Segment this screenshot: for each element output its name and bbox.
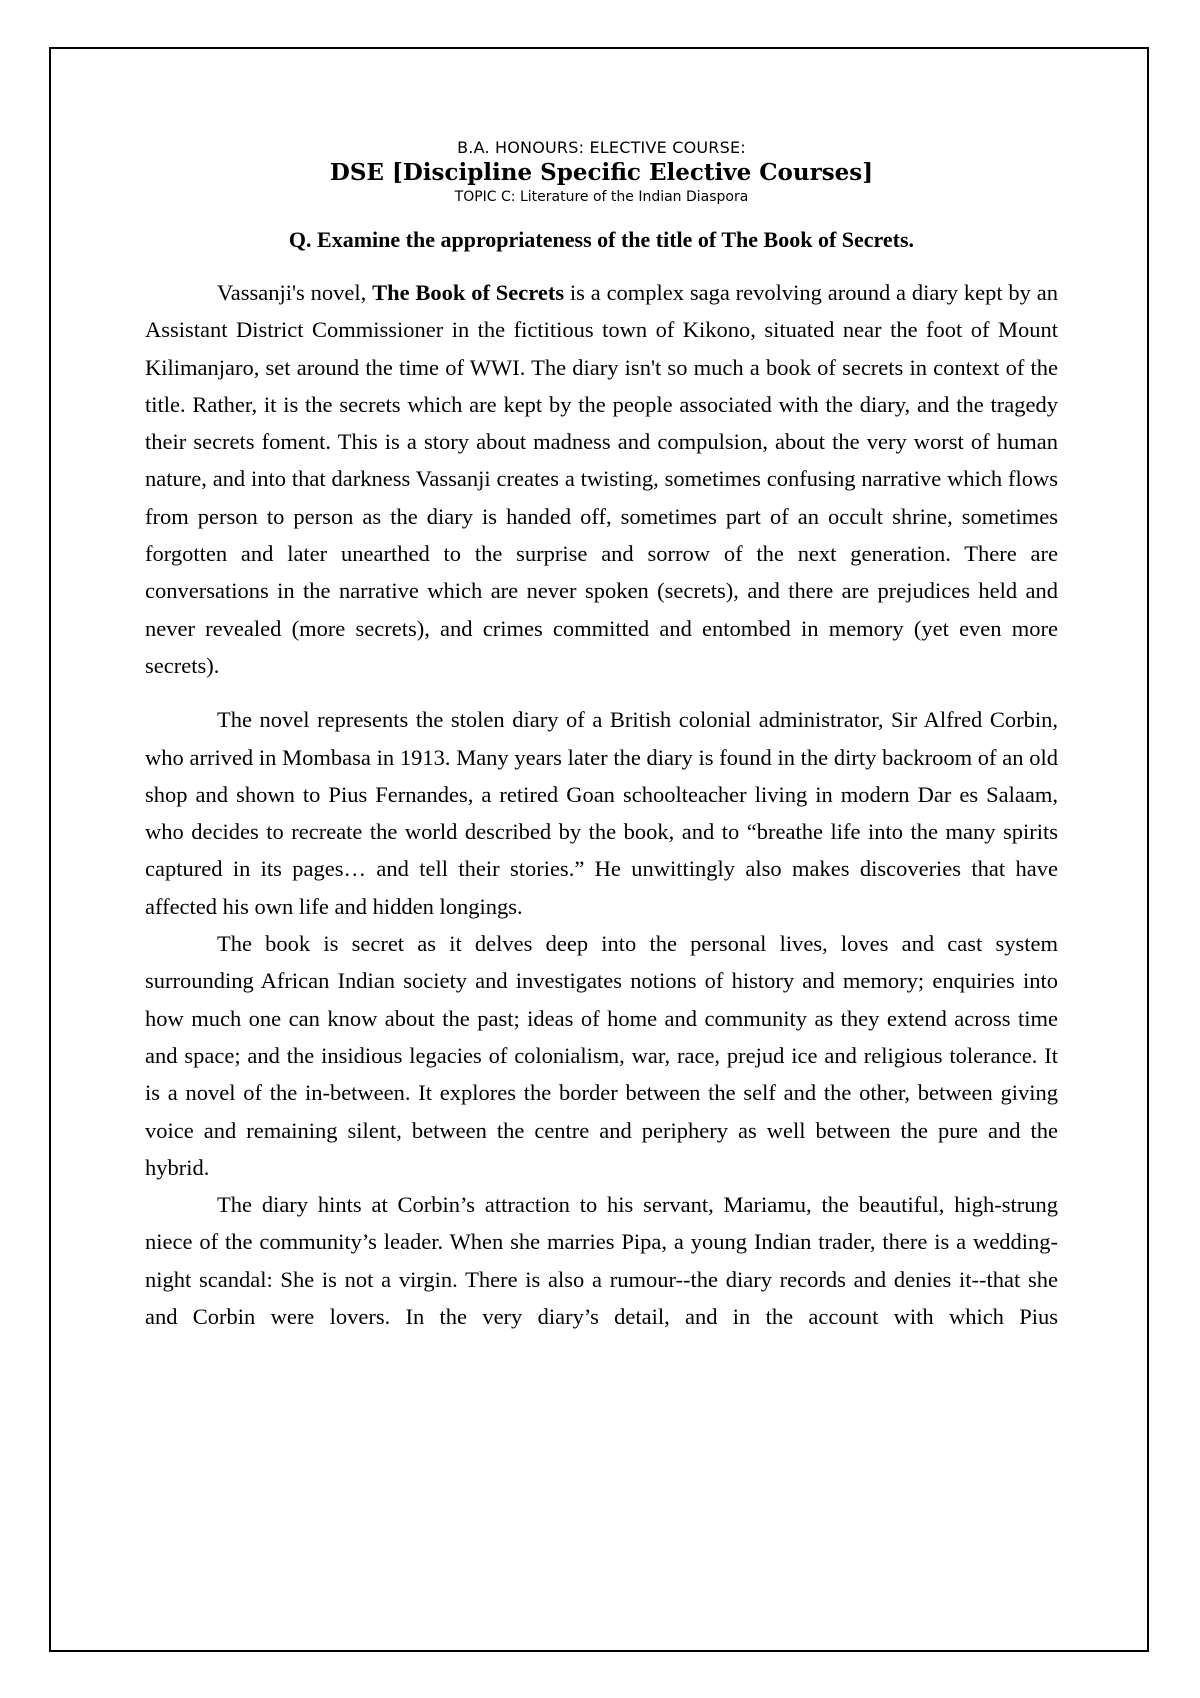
dse-title: DSE [Discipline Specific Elective Courses] xyxy=(329,159,874,186)
course-line: B.A. HONOURS: ELECTIVE COURSE: xyxy=(457,138,746,157)
book-title-bold: The Book of Secrets xyxy=(372,280,565,305)
document-body xyxy=(145,138,1058,1335)
paragraph-1-intro: Vassanji's novel, xyxy=(217,280,373,305)
paragraph-4: The diary hints at Corbin’s attraction to his servant, Mariamu, the beautiful, high-strung niece of the community’s leader. When she marries Pipa, a young Indian trader, there is a wedding-night scandal: She is not a virgin. There is also a rumour--the diary records and denies it--that she and Corbin were lovers. In the very diary’s detail, and in the account with which Pius xyxy=(145,1192,1058,1330)
paragraph-2: The novel represents the stolen diary of a British colonial administrator, Sir Alfred Corbin, who arrived in Mombasa in 1913. Many years later the diary is found in the dirty backroom of an old shop and shown to Pius Fernandes, a retired Goan schoolteacher living in modern Dar es Salaam, who decides to recreate the world described by the book, and to “breathe life into the many spirits captured in its pages… and tell their stories.” He unwittingly also makes discoveries that have affected his own life and hidden longings. xyxy=(145,707,1058,919)
paragraph-1-body: is a complex saga revolving around a diary kept by an Assistant District Commissioner in the fictitious town of Kikono, situated near the foot of Mount Kilimanjaro, set around the time of WWI. The diary isn't so much a book of secrets in context of the title. Rather, it is the secrets which are kept by the people associated with the diary, and the tragedy their secrets foment. This is a story about madness and compulsion, about the very worst of human nature, and into that darkness Vassanji creates a twisting, sometimes confusing narrative which flows from person to person as the diary is handed off, sometimes part of an occult shrine, sometimes forgotten and later unearthed to the surprise and sorrow of the next generation. There are conversations in the narrative which are never spoken (secrets), and there are prejudices held and never revealed (more secrets), and crimes committed and entombed in memory (yet even more secrets). xyxy=(145,280,1058,678)
paragraph-3: The book is secret as it delves deep into the personal lives, loves and cast system surrounding African Indian society and investigates notions of history and memory; enquiries into how much one can know about the past; ideas of home and community as they extend across time and space; and the insidious legacies of colonialism, war, race, prejud ice and religious tolerance. It is a novel of the in-between. It explores the border between the self and the other, between giving voice and remaining silent, between the centre and periphery as well between the pure and the hybrid. xyxy=(145,931,1058,1180)
document-header xyxy=(145,138,1058,206)
question-heading: Q. Examine the appropriateness of the title of The Book of Secrets. xyxy=(288,227,915,252)
topic-line: TOPIC C: Literature of the Indian Diaspora xyxy=(454,189,749,205)
paragraph-1 xyxy=(145,274,1058,684)
